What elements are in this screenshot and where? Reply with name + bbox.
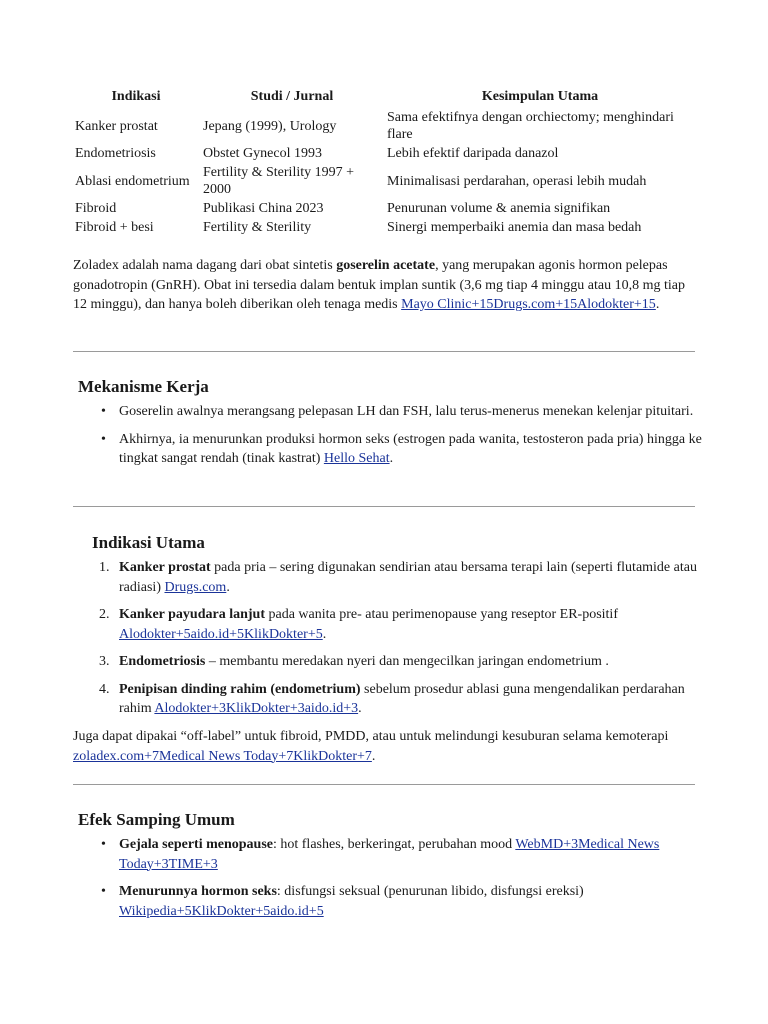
note-end: . <box>371 748 376 764</box>
divider <box>73 351 695 352</box>
table-header-row <box>72 87 696 108</box>
intro-text: Zoladex adalah nama dagang dari obat sintetis <box>73 258 337 273</box>
table-cell: Obstet Gynecol 1993 <box>203 146 322 161</box>
source-link[interactable]: Mayo Clinic+15Drugs.com+15Alodokter+15 <box>401 297 656 312</box>
item-number: 2. <box>99 607 110 622</box>
table-cell: Endometriosis <box>75 146 156 161</box>
table-row <box>72 218 696 237</box>
table-cell: Penurunan volume & anemia signifikan <box>387 201 611 216</box>
table-row <box>72 163 696 199</box>
table-cell: Publikasi China 2023 <box>203 201 324 216</box>
table-row <box>72 199 696 218</box>
item-text: : hot flashes, berkeringat, perubahan mood <box>272 837 516 852</box>
item-text: Akhirnya, ia menurunkan produksi hormon seks (estrogen pada wanita, testosteron pada pria) hingga ke tingkat sangat rendah (tinak kastrat) <box>119 431 702 466</box>
item-end: . <box>322 626 327 642</box>
section-title-indikasi: Indikasi Utama <box>92 533 205 552</box>
table-row <box>72 108 696 144</box>
intro-bold: goserelin acetate <box>336 258 436 273</box>
table-cell: Fertility & Sterility <box>203 220 312 235</box>
table-cell: Kanker prostat <box>75 118 158 134</box>
item-text: pada pria – sering digunakan sendirian atau bersama terapi lain (seperti flutamide atau radiasi) <box>119 560 697 595</box>
table-header: Studi / Jurnal <box>250 89 334 104</box>
item-bold: Menurunnya hormon seks <box>119 884 277 899</box>
table-row <box>72 144 696 163</box>
source-link[interactable]: WebMD+3Medical News Today+3TIME+3 <box>119 837 660 872</box>
divider <box>73 506 695 507</box>
source-link[interactable]: Alodokter+5aido.id+5KlikDokter+5 <box>119 626 323 642</box>
intro-paragraph <box>73 256 697 315</box>
source-link[interactable]: Drugs.com <box>164 579 227 595</box>
divider <box>73 784 695 785</box>
efek-list <box>73 835 719 929</box>
list-item <box>99 558 719 597</box>
item-bold: Gejala seperti menopause <box>119 837 273 852</box>
list-item <box>119 882 719 921</box>
section-title-efek: Efek Samping Umum <box>78 810 235 829</box>
item-text: : disfungsi seksual (penurunan libido, disfungsi ereksi) <box>276 884 584 899</box>
item-text: pada wanita pre- atau perimenopause yang reseptor ER-positif <box>265 607 618 622</box>
item-number: 4. <box>99 681 110 697</box>
study-table <box>72 87 696 237</box>
item-text: – membantu meredakan nyeri dan mengecilkan jaringan endometrium . <box>205 654 609 669</box>
table-cell: Sinergi memperbaiki anemia dan masa bedah <box>387 220 642 235</box>
mekanisme-list <box>73 402 719 477</box>
list-item <box>99 652 719 672</box>
item-end: . <box>226 579 230 595</box>
table-cell: Fibroid + besi <box>75 220 154 235</box>
table-cell: Lebih efektif daripada danazol <box>387 146 559 161</box>
source-link[interactable]: Wikipedia+5KlikDokter+5aido.id+5 <box>119 903 324 919</box>
table-cell: Fibroid <box>75 201 117 216</box>
list-item <box>119 835 719 874</box>
item-end: . <box>358 701 362 716</box>
table-header: Indikasi <box>111 89 161 104</box>
table-cell: Minimalisasi perdarahan, operasi lebih mudah <box>387 173 647 189</box>
section-title-mekanisme: Mekanisme Kerja <box>78 377 209 396</box>
intro-end: . <box>655 297 660 312</box>
list-item <box>119 430 719 469</box>
item-text: Goserelin awalnya merangsang pelepasan LH dan FSH, lalu terus-menerus menekan kelenjar pituitari. <box>119 404 694 419</box>
indikasi-list <box>73 558 719 727</box>
item-number: 1. <box>99 560 110 575</box>
table-cell: Sama efektifnya dengan orchiectomy; menghindari flare <box>387 110 674 142</box>
table-cell: Jepang (1999), Urology <box>203 118 337 134</box>
table-header: Kesimpulan Utama <box>481 89 599 104</box>
item-bold: Kanker prostat <box>119 560 211 575</box>
source-link[interactable]: Alodokter+3KlikDokter+3aido.id+3 <box>154 701 359 716</box>
source-link[interactable]: Hello Sehat <box>323 451 390 466</box>
item-bold: Penipisan dinding rahim (endometrium) <box>119 681 361 697</box>
table-cell: Fertility & Sterility 1997 + 2000 <box>203 165 355 197</box>
intro-text: , yang merupakan agonis hormon pelepas gonadotropin (GnRH). Obat ini tersedia dalam bentuk implan suntik (3,6 mg tiap 4 minggu atau 10,8 mg tiap 12 minggu), dan hanya boleh diberikan oleh tenaga medis <box>73 258 686 312</box>
table-cell: Ablasi endometrium <box>75 173 190 189</box>
item-end: . <box>389 451 394 466</box>
item-number: 3. <box>99 654 110 669</box>
list-item <box>119 402 719 422</box>
item-text: sebelum prosedur ablasi guna mengendalikan perdarahan rahim <box>119 681 685 716</box>
item-bold: Kanker payudara lanjut <box>119 607 265 622</box>
offlabel-paragraph <box>73 727 697 766</box>
item-bold: Endometriosis <box>119 654 206 669</box>
note-text: Juga dapat dipakai “off-label” untuk fibroid, PMDD, atau untuk melindungi kesuburan selama kemoterapi <box>73 729 669 744</box>
list-item <box>99 605 719 644</box>
source-link[interactable]: zoladex.com+7Medical News Today+7KlikDokter+7 <box>73 748 372 764</box>
list-item <box>99 680 719 719</box>
